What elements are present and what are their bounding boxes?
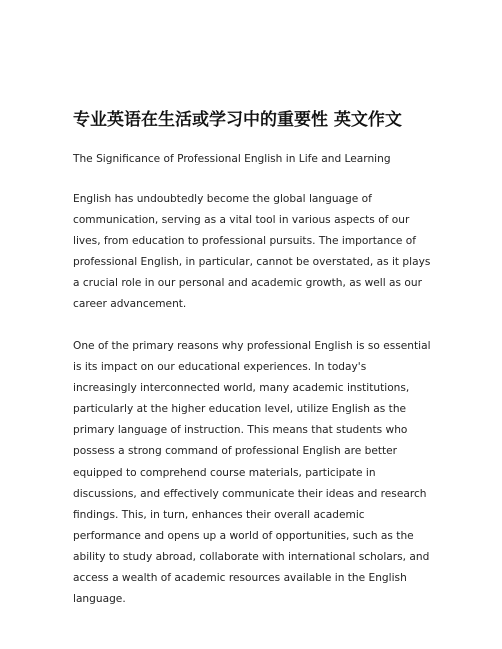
paragraph-1: English has undoubtedly become the global language of communication, serving as a vital tool in various aspects of our lives, from education to professional pursuits. The importance of professional English, in particular, cannot be overstated, as it plays a crucial role in our personal and academic growth, as well as our career advancement.: [73, 193, 431, 311]
document-title: 专业英语在生活或学习中的重要性 英文作文: [73, 110, 402, 130]
paragraph-2: One of the primary reasons why professional English is so essential is its impact on our educational experiences. In today's increasingly interconnected world, many academic institutions, particularly at the higher education level, utilize English as the primary language of instruction. This means that students who possess a strong command of professional English are better equipped to comprehend course materials, participate in discussions, and effectively communicate their ideas and research findings. This, in turn, enhances their overall academic performance and opens up a world of opportunities, such as the ability to study abroad, collaborate with international scholars, and access a wealth of academic resources available in the English language.: [73, 340, 431, 606]
document-subtitle: The Significance of Professional English in Life and Learning: [73, 153, 391, 165]
